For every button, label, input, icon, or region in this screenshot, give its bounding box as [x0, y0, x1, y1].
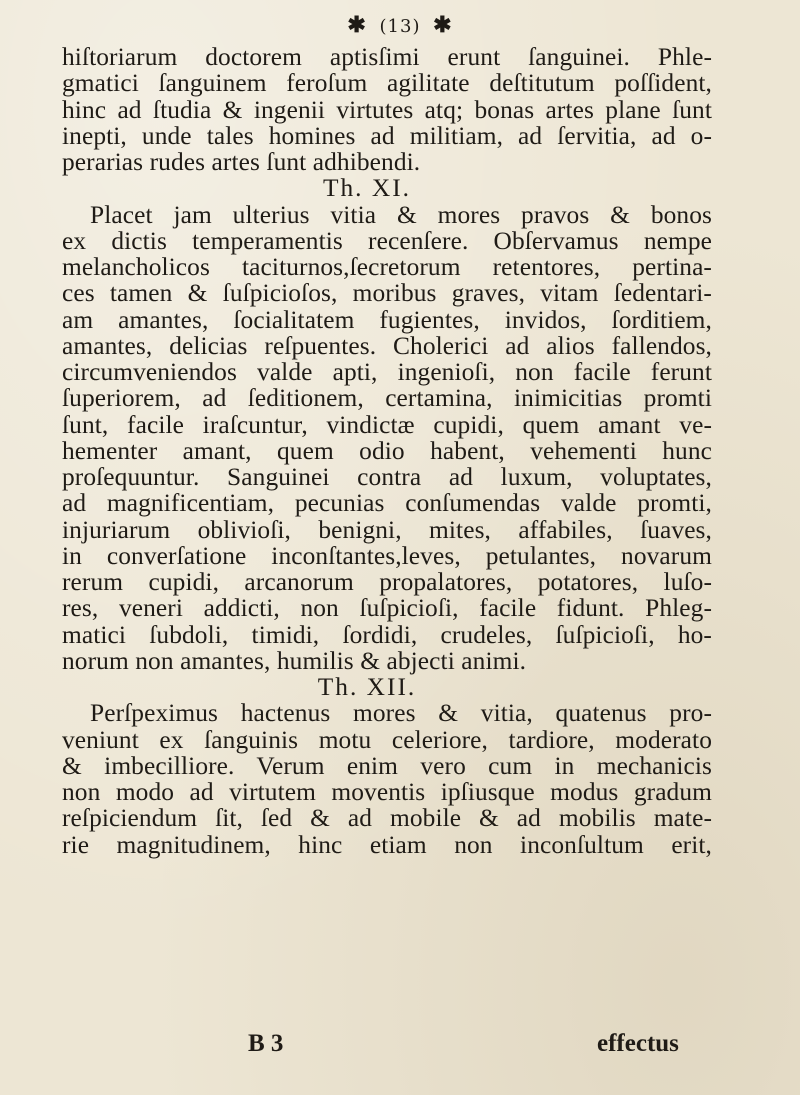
text-line: circumveniendos valde apti, ingenioſi, non facile ferunt [62, 358, 712, 386]
page-number: (13) [379, 16, 421, 37]
page-footer [0, 1030, 800, 1058]
catchword: effectus [597, 1030, 679, 1057]
section-heading: Th. XII. [317, 673, 417, 701]
text-line: rie magnitudinem, hinc etiam non inconſultum erit, [62, 830, 712, 859]
text-line: gmatici ſanguinem feroſum agilitate deſtitutum poſſident, [62, 69, 712, 98]
ornament-star-right: ✱ [433, 12, 453, 38]
text-line: ad magnificentiam, pecunias conſumendas valde promti, [62, 489, 712, 518]
text-line: hiſtoriarum doctorem aptisſimi erunt ſanguinei. Phle- [62, 43, 712, 71]
text-line: reſpiciendum ſit, ſed & ad mobile & ad mobilis mate- [62, 804, 712, 833]
section-heading: Th. XI. [322, 174, 412, 203]
signature-mark: B 3 [248, 1030, 284, 1057]
paragraph-last-line: norum non amantes, humilis & abjecti animi. [62, 646, 527, 675]
text-line: in converſatione inconſtantes,leves, petulantes, novarum [62, 541, 712, 570]
text-line: res, veneri addicti, non ſuſpicioſi, facile fidunt. Phleg- [62, 594, 712, 623]
text-line: matici ſubdoli, timidi, ſordidi, crudeles, ſuſpicioſi, ho- [62, 620, 712, 649]
text-line: inepti, unde tales homines ad militiam, ad ſervitia, ad o- [62, 121, 712, 150]
body-text [62, 44, 712, 858]
text-line: hinc ad ſtudia & ingenii virtutes atq; bonas artes plane ſunt [62, 95, 712, 124]
text-line: rerum cupidi, arcanorum propalatores, potatores, luſo- [62, 568, 712, 596]
text-line: non modo ad virtutem moventis ipſiusque modus gradum [62, 778, 712, 806]
text-line: veniunt ex ſanguinis motu celeriore, tardiore, moderato [62, 725, 712, 754]
paragraph-first-line: Placet jam ulterius vitia & mores pravos & bonos [90, 200, 712, 229]
text-line: & imbecilliore. Verum enim vero cum in mechanicis [62, 751, 712, 780]
running-head [0, 10, 800, 42]
text-line: injuriarum oblivioſi, benigni, mites, affabiles, ſuaves, [62, 515, 712, 544]
paragraph-first-line: Perſpeximus hactenus mores & vitia, quatenus pro- [90, 699, 712, 728]
text-line: hementer amant, quem odio habent, vehementi hunc [62, 436, 712, 465]
text-line: ſuperiorem, ad ſeditionem, certamina, inimicitias promti [62, 384, 712, 413]
text-line: amantes, delicias reſpuentes. Cholerici ad alios fallendos, [62, 331, 712, 360]
text-line: proſequuntur. Sanguinei contra ad luxum, voluptates, [62, 463, 712, 491]
text-line: ces tamen & ſuſpicioſos, moribus graves, vitam ſedentari- [62, 279, 712, 308]
text-line: ſunt, facile iraſcuntur, vindictæ cupidi, quem amant ve- [62, 410, 712, 439]
text-line: am amantes, ſocialitatem fugientes, invidos, ſorditiem, [62, 305, 712, 334]
text-line: melancholicos taciturnos,ſecretorum retentores, pertina- [62, 253, 712, 281]
ornament-star-left: ✱ [347, 12, 367, 38]
text-line: ex dictis temperamentis recenſere. Obſervamus nempe [62, 226, 712, 255]
paragraph-last-line: perarias rudes artes ſunt adhibendi. [62, 148, 421, 176]
